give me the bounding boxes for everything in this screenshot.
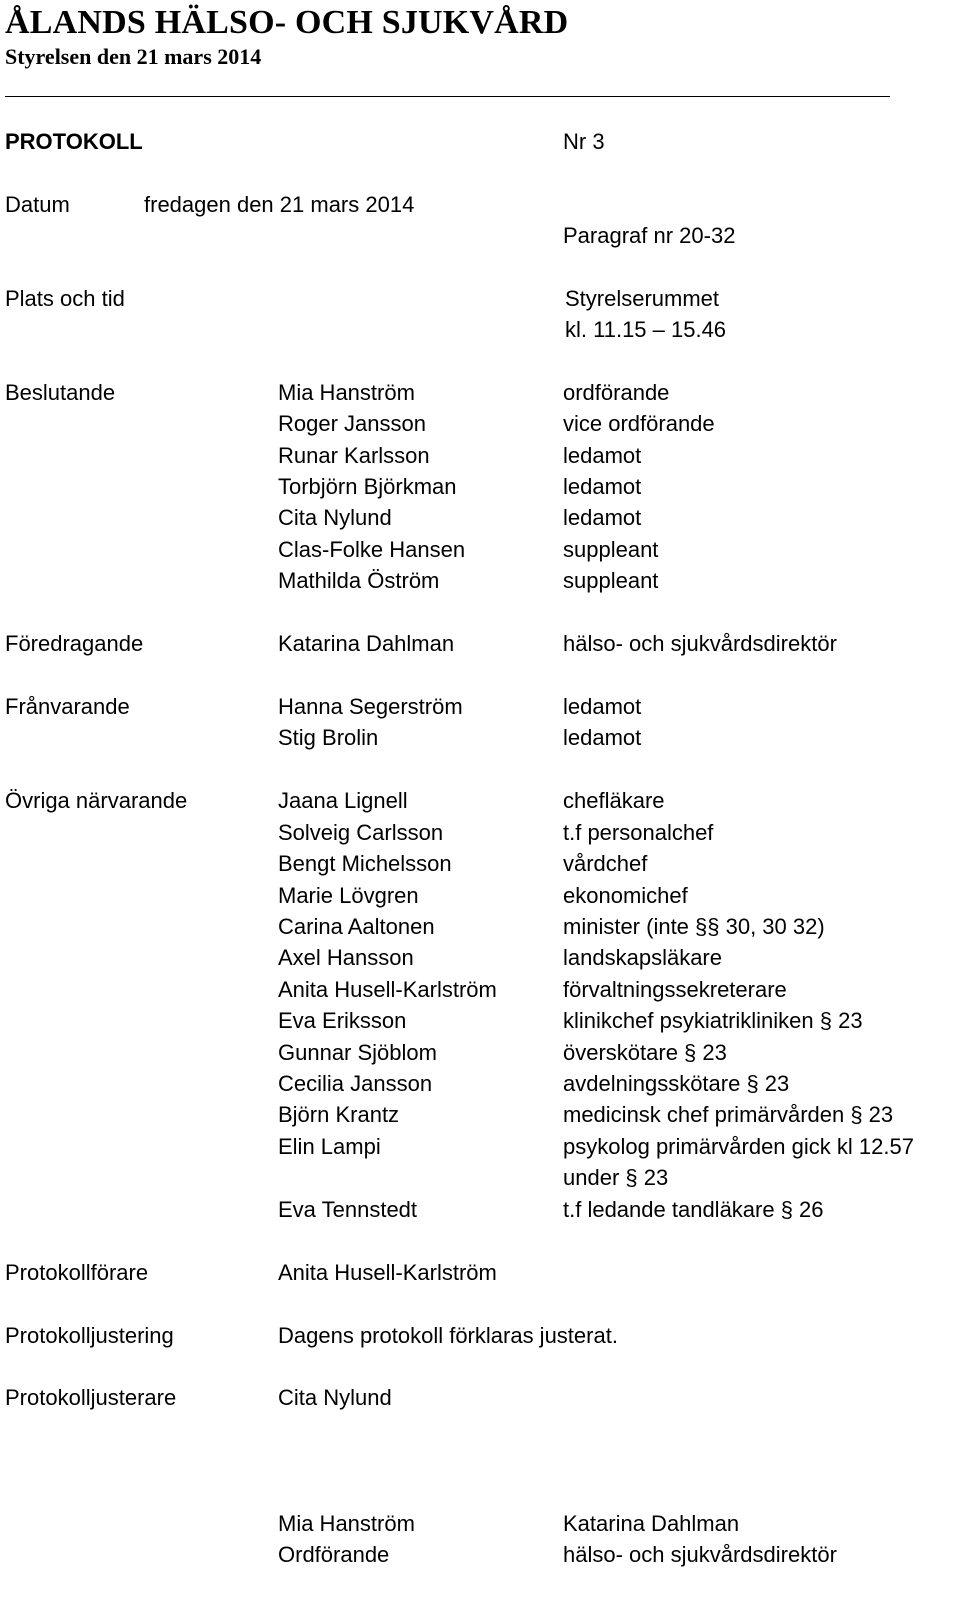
list-item (0, 1040, 960, 1072)
member-name: Cecilia Jansson (278, 1071, 433, 1096)
protokolljusterare-value: Cita Nylund (278, 1385, 392, 1410)
member-name: Hanna Segerström (278, 694, 463, 719)
ovriga-label: Övriga närvarande (5, 788, 188, 813)
list-item (0, 1134, 960, 1166)
protocol-label: PROTOKOLL (5, 129, 143, 154)
member-name: Torbjörn Björkman (278, 474, 457, 499)
member-name: Eva Tennstedt (278, 1197, 418, 1222)
member-role: ledamot (563, 443, 642, 468)
member-role: t.f ledande tandläkare § 26 (563, 1197, 824, 1222)
list-item (0, 851, 960, 883)
list-item (0, 1071, 960, 1103)
member-name: Anita Husell-Karlström (278, 977, 497, 1002)
protokollforare-label: Protokollförare (5, 1260, 149, 1285)
document-title: ÅLANDS HÄLSO- OCH SJUKVÅRD (5, 4, 569, 41)
list-item (0, 443, 960, 475)
date-label: Datum (5, 192, 70, 217)
signature-title: hälso- och sjukvårdsdirektör (563, 1542, 837, 1567)
member-role: överskötare § 23 (563, 1040, 727, 1065)
protokolljustering-row (0, 1323, 960, 1355)
list-item (0, 820, 960, 852)
member-name: Björn Krantz (278, 1102, 400, 1127)
place-room: Styrelserummet (565, 286, 720, 311)
member-name: Carina Aaltonen (278, 914, 435, 939)
protokollforare-row (0, 1260, 960, 1292)
list-item (0, 945, 960, 977)
list-item (0, 1102, 960, 1134)
member-name: Solveig Carlsson (278, 820, 444, 845)
date-row (0, 192, 960, 224)
signature-name: Mia Hanström (278, 1511, 415, 1536)
signature-title: Ordförande (278, 1542, 390, 1567)
signature-names-row (0, 1511, 960, 1543)
paragraph-row (0, 223, 960, 255)
member-role: ledamot (563, 474, 642, 499)
foredragande-row (0, 631, 960, 663)
franvarande-row (0, 694, 960, 726)
list-item (0, 411, 960, 443)
member-name: Clas-Folke Hansen (278, 537, 466, 562)
member-role: ordförande (563, 380, 670, 405)
meeting-time: kl. 11.15 – 15.46 (565, 317, 727, 342)
list-item (0, 1008, 960, 1040)
protokolljustering-label: Protokolljustering (5, 1323, 174, 1348)
list-item (0, 505, 960, 537)
list-item (0, 1165, 960, 1197)
paragraph-range: Paragraf nr 20-32 (563, 223, 736, 248)
member-role: ekonomichef (563, 883, 688, 908)
list-item (0, 474, 960, 506)
member-role: minister (inte §§ 30, 30 32) (563, 914, 825, 939)
member-role: psykolog primärvården gick kl 12.57 (563, 1134, 914, 1159)
member-role: under § 23 (563, 1165, 669, 1190)
member-name: Marie Lövgren (278, 883, 419, 908)
signature-titles-row (0, 1542, 960, 1574)
member-role: ledamot (563, 725, 642, 750)
member-role: klinikchef psykiatrikliniken § 23 (563, 1008, 863, 1033)
member-role: ledamot (563, 694, 642, 719)
member-role: suppleant (563, 537, 659, 562)
member-name: Elin Lampi (278, 1134, 381, 1159)
protokolljusterare-label: Protokolljusterare (5, 1385, 177, 1410)
protokolljustering-value: Dagens protokoll förklaras justerat. (278, 1323, 618, 1348)
protocol-row (0, 129, 960, 161)
member-name: Jaana Lignell (278, 788, 408, 813)
member-role: landskapsläkare (563, 945, 722, 970)
member-name: Mathilda Öström (278, 568, 440, 593)
list-item (0, 977, 960, 1009)
protokolljusterare-row (0, 1385, 960, 1417)
member-role: medicinsk chef primärvården § 23 (563, 1102, 894, 1127)
list-item (0, 380, 960, 412)
member-name: Roger Jansson (278, 411, 426, 436)
member-role: vice ordförande (563, 411, 715, 436)
member-role: suppleant (563, 568, 659, 593)
header-divider (5, 96, 890, 97)
member-role: ledamot (563, 505, 642, 530)
beslutande-label: Beslutande (5, 380, 116, 405)
list-item (0, 725, 960, 757)
member-name: Mia Hanström (278, 380, 415, 405)
member-name: Axel Hansson (278, 945, 414, 970)
list-item (0, 883, 960, 915)
date-value: fredagen den 21 mars 2014 (144, 192, 415, 217)
member-role: avdelningsskötare § 23 (563, 1071, 790, 1096)
foredragande-name: Katarina Dahlman (278, 631, 455, 656)
member-name: Runar Karlsson (278, 443, 430, 468)
member-role: t.f personalchef (563, 820, 714, 845)
foredragande-role: hälso- och sjukvårdsdirektör (563, 631, 837, 656)
franvarande-label: Frånvarande (5, 694, 130, 719)
signature-name: Katarina Dahlman (563, 1511, 740, 1536)
place-label: Plats och tid (5, 286, 125, 311)
ovriga-row (0, 788, 960, 820)
protokollforare-value: Anita Husell-Karlström (278, 1260, 497, 1285)
member-role: chefläkare (563, 788, 665, 813)
protocol-number: Nr 3 (563, 129, 605, 154)
place-row (0, 286, 960, 318)
list-item (0, 568, 960, 600)
document-subtitle: Styrelsen den 21 mars 2014 (5, 44, 262, 69)
member-name: Eva Eriksson (278, 1008, 407, 1033)
time-row (0, 317, 960, 349)
list-item (0, 1197, 960, 1229)
member-name: Stig Brolin (278, 725, 379, 750)
list-item (0, 914, 960, 946)
member-role: vårdchef (563, 851, 648, 876)
member-name: Cita Nylund (278, 505, 392, 530)
member-role: förvaltningssekreterare (563, 977, 787, 1002)
member-name: Gunnar Sjöblom (278, 1040, 437, 1065)
member-name: Bengt Michelsson (278, 851, 452, 876)
foredragande-label: Föredragande (5, 631, 144, 656)
list-item (0, 537, 960, 569)
